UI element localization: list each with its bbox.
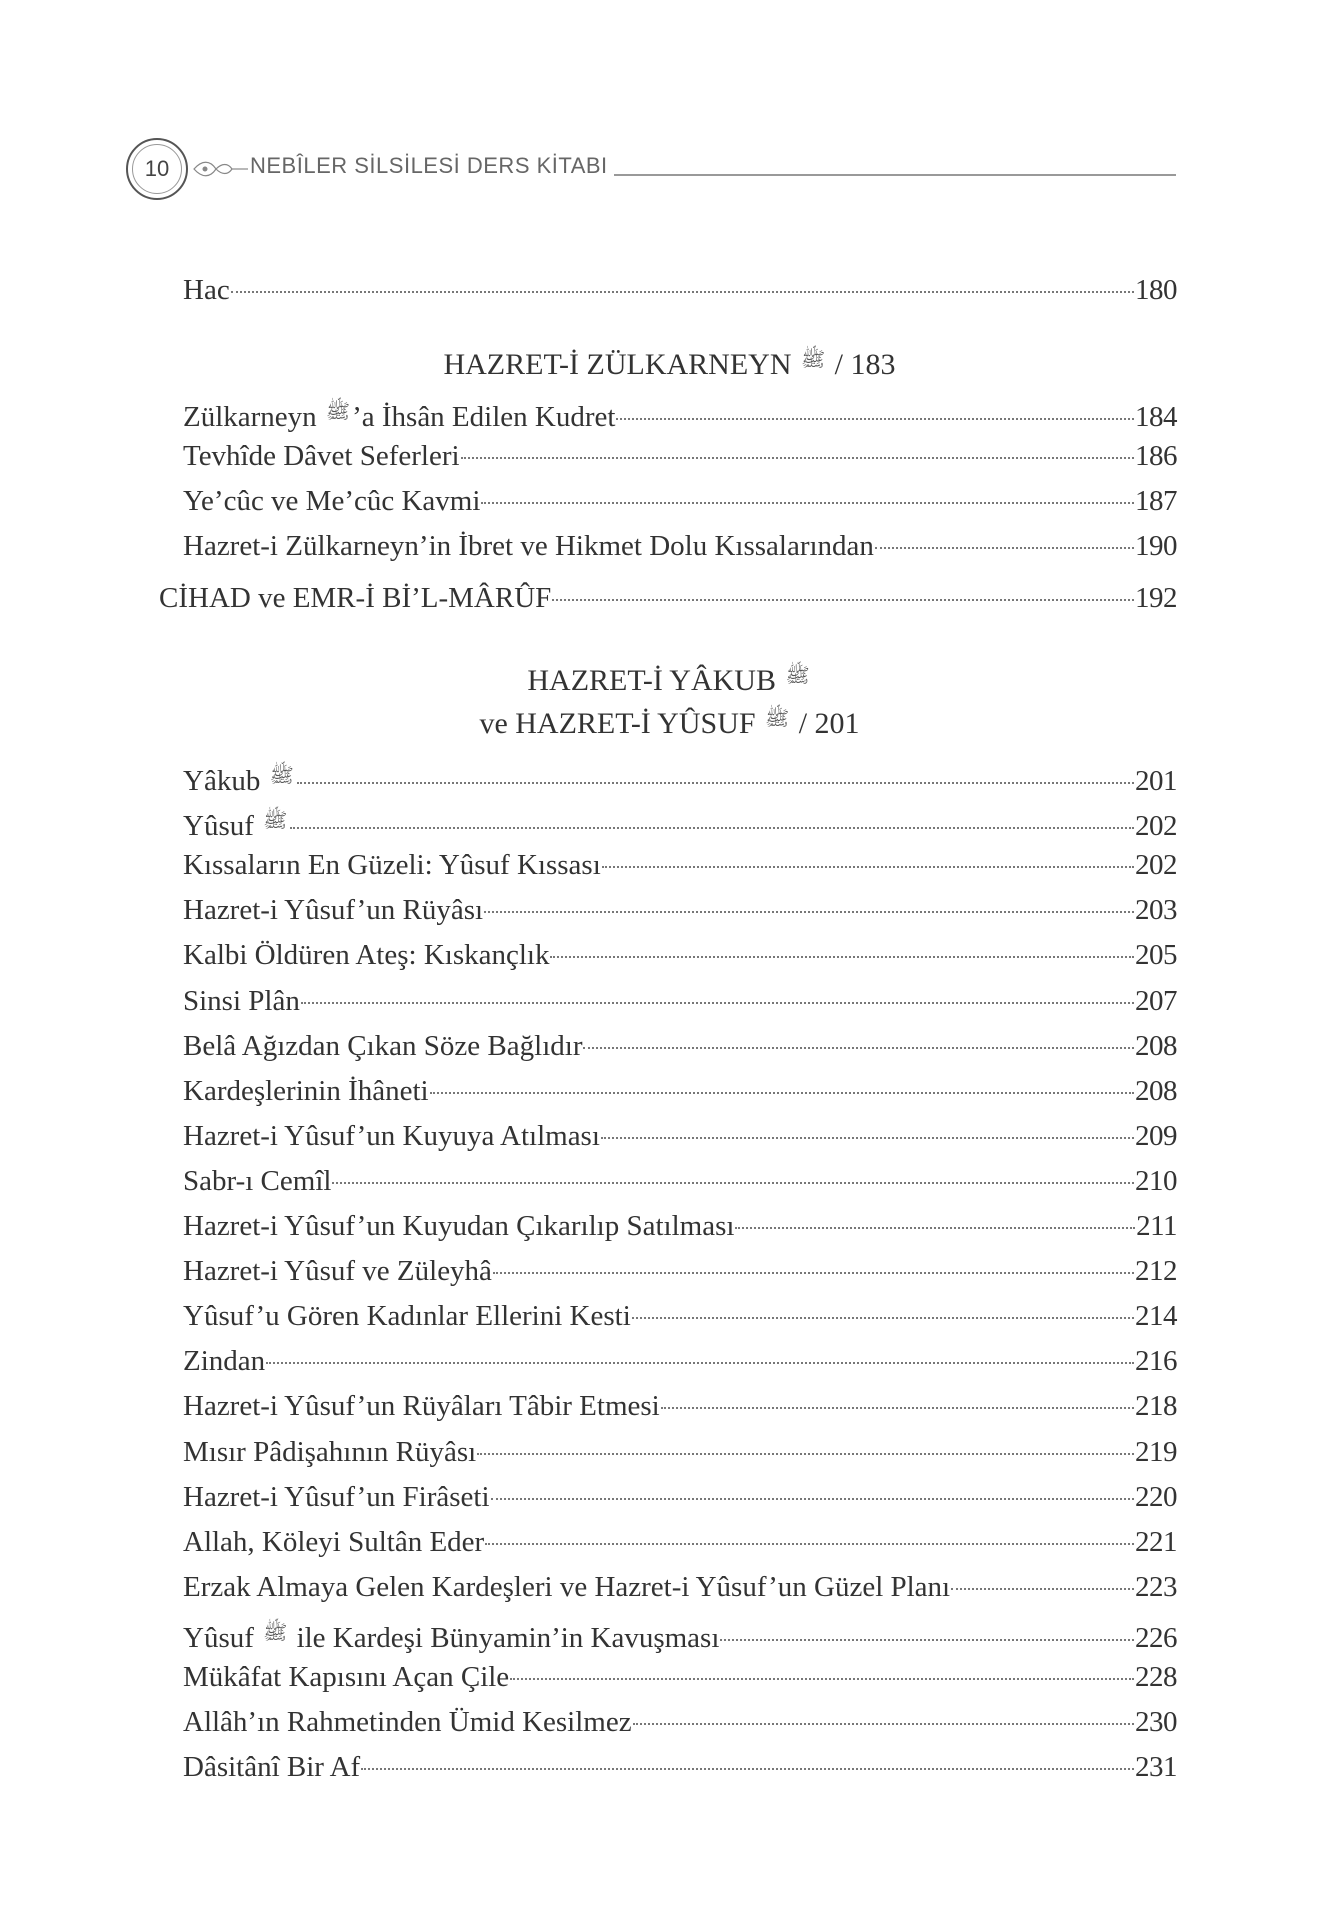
toc-entry-page: 207 [1135,984,1177,1017]
toc-entry-page: 211 [1136,1210,1177,1242]
page-number-badge [126,138,188,200]
toc-entry[interactable] [183,1028,1177,1064]
toc-entry-page: 184 [1135,401,1177,433]
running-header [126,138,1176,200]
floral-ornament-icon [192,158,248,180]
page-number: 10 [144,156,170,181]
dot-leader [951,1587,1134,1590]
toc-entry[interactable] [183,438,1177,474]
dot-leader [297,781,1134,784]
section-heading-title: ve HAZRET-İ YÛSUF [479,707,756,740]
toc-entry-title: Kalbi Öldüren Ateş: Kıskançlık [183,939,550,972]
toc-entry-title: Ye’cûc ve Me’cûc Kavmi [183,485,481,517]
toc-entry-page: 187 [1135,485,1177,517]
toc-entry-title: Mısır Pâdişahının Rüyâsı [183,1435,477,1468]
dot-leader [510,1677,1134,1680]
toc-entry[interactable] [183,1659,1177,1695]
toc-entry[interactable] [183,1298,1177,1334]
toc-entry[interactable] [183,528,1177,564]
dot-leader [493,1271,1134,1274]
toc-entry-title: Yûsuf ﷺ ile Kardeşi Bünyamin’in Kavuşması [183,1614,719,1656]
section-heading-title: HAZRET-İ ZÜLKARNEYN [443,348,792,381]
toc-entry-page: 202 [1135,810,1177,843]
section-heading [0,656,1339,700]
toc-entry[interactable] [183,983,1177,1019]
toc-entry-page: 202 [1135,849,1177,882]
honorific-icon: ﷺ [785,663,810,687]
dot-leader [550,955,1134,958]
toc-entry-title: Hazret-i Yûsuf ve Züleyhâ [183,1255,492,1288]
toc-entry[interactable] [183,393,1177,435]
toc-entry-page: 214 [1135,1300,1177,1333]
toc-entry-page: 210 [1135,1164,1177,1197]
toc-entry-title: Hazret-i Yûsuf’un Rüyâsı [183,894,484,927]
toc-entry-title: Hazret-i Yûsuf’un Firâseti [183,1480,490,1513]
toc-entry[interactable] [183,1749,1177,1785]
dot-leader [461,456,1134,459]
section-heading [0,340,1339,384]
toc-entry-title: Zülkarneyn ﷺ’a İhsân Edilen Kudret [183,393,615,435]
toc-entry[interactable] [183,1524,1177,1560]
dot-leader [583,1046,1134,1049]
toc-entry-page: 209 [1135,1119,1177,1152]
dot-leader [266,1361,1134,1364]
dot-leader [332,1181,1134,1184]
toc-entry-page: 223 [1135,1570,1177,1603]
toc-entry-title: Sabr-ı Cemîl [183,1164,332,1197]
dot-leader [720,1638,1134,1641]
section-heading-page: / 183 [834,348,896,381]
toc-entry-title: Hazret-i Yûsuf’un Kuyudan Çıkarılıp Satılması [183,1210,735,1242]
dot-leader [485,1542,1134,1545]
dot-leader [484,910,1134,913]
toc-entry[interactable] [183,1073,1177,1109]
toc-entry-page: 203 [1135,894,1177,927]
toc-entry[interactable] [183,1704,1177,1740]
toc-entry[interactable] [183,1479,1177,1515]
toc-entry-title: Hac [183,274,230,306]
toc-entry-page: 208 [1135,1029,1177,1062]
toc-entry-page: 230 [1135,1706,1177,1739]
toc-entry-page: 201 [1135,765,1177,797]
dot-leader [481,501,1134,504]
honorific-icon: ﷺ [765,706,790,730]
toc-entry[interactable] [183,1569,1177,1605]
toc-entry-title: Yâkub ﷺ [183,757,296,799]
toc-entry[interactable] [183,272,1177,308]
toc-entry[interactable] [183,1208,1177,1244]
dot-leader [661,1406,1134,1409]
toc-entry[interactable] [183,1163,1177,1199]
toc-entry-title: Kardeşlerinin İhâneti [183,1074,429,1107]
dot-leader [301,1001,1134,1004]
toc-entry-page: 212 [1135,1255,1177,1288]
section-heading-line2 [0,699,1339,743]
dot-leader [477,1452,1134,1455]
toc-entry[interactable] [183,483,1177,519]
dot-leader [290,826,1134,829]
dot-leader [601,1136,1134,1139]
dot-leader [231,290,1134,293]
toc-entry-page: 219 [1135,1435,1177,1468]
dot-leader [361,1767,1134,1770]
toc-entry-title: Allâh’ın Rahmetinden Ümid Kesilmez [183,1706,632,1739]
toc-entry-page: 220 [1135,1480,1177,1513]
honorific-icon: ﷺ [269,763,294,787]
toc-entry[interactable] [183,1434,1177,1470]
toc-entry[interactable] [183,1118,1177,1154]
toc-entry-title: Tevhîde Dâvet Seferleri [183,440,460,472]
section-heading-page: / 201 [798,707,860,740]
dot-leader [616,417,1134,420]
toc-entry-page: 226 [1135,1621,1177,1654]
toc-entry[interactable] [183,802,1177,844]
toc-entry[interactable] [183,1253,1177,1289]
dot-leader [430,1091,1134,1094]
toc-entry-title: Zindan [183,1345,266,1378]
header-rule [614,174,1176,176]
toc-entry-page: 180 [1135,274,1177,306]
toc-entry-title: Hazret-i Yûsuf’un Kuyuya Atılması [183,1119,600,1152]
section-heading-title: HAZRET-İ YÂKUB [527,664,776,697]
dot-leader [735,1226,1135,1229]
toc-entry-title: Erzak Almaya Gelen Kardeşleri ve Hazret-i Yûsuf’un Güzel Planı [183,1570,951,1603]
running-title: NEBÎLER SİLSİLESİ DERS KİTABI [250,153,608,178]
dot-leader [552,598,1134,601]
toc-entry-title: Kıssaların En Güzeli: Yûsuf Kıssası [183,849,601,882]
toc-entry-page: 231 [1135,1751,1177,1784]
toc-entry-title: Hazret-i Yûsuf’un Rüyâları Tâbir Etmesi [183,1390,660,1423]
toc-entry-page: 221 [1135,1525,1177,1558]
toc-entry-title: Yûsuf’u Gören Kadınlar Ellerini Kesti [183,1300,631,1333]
toc-entry-page: 218 [1135,1390,1177,1423]
toc-entry-title: Hazret-i Zülkarneyn’in İbret ve Hikmet Dolu Kıssalarından [183,530,874,562]
toc-entry-page: 228 [1135,1661,1177,1693]
toc-entry-page: 216 [1135,1345,1177,1378]
toc-entry[interactable] [183,847,1177,883]
toc-entry-title: Mükâfat Kapısını Açan Çile [183,1661,510,1693]
toc-entry[interactable] [183,892,1177,928]
dot-leader [633,1722,1134,1725]
toc-entry-title: Yûsuf ﷺ [183,802,289,844]
toc-entry[interactable] [183,937,1177,973]
dot-leader [491,1497,1134,1500]
toc-entry-page: 192 [1135,582,1177,614]
toc-entry-title: Allah, Köleyi Sultân Eder [183,1525,485,1558]
honorific-icon: ﷺ [325,399,351,423]
toc-entry-cihad[interactable] [159,580,1177,616]
toc-entry[interactable] [183,757,1177,799]
toc-entry-page: 186 [1135,440,1177,472]
honorific-icon: ﷺ [263,1619,288,1644]
toc-entry-page: 190 [1135,530,1177,562]
honorific-icon: ﷺ [801,347,826,371]
dot-leader [875,546,1134,549]
dot-leader [602,865,1134,868]
dot-leader [632,1316,1134,1319]
toc-entry-page: 208 [1135,1074,1177,1107]
toc-entry[interactable] [183,1343,1177,1379]
toc-entry[interactable] [183,1614,1177,1656]
toc-entry-title: CİHAD ve EMR-İ Bİ’L-MÂRÛF [159,582,552,614]
toc-entry-title: Dâsitânî Bir Af [183,1751,361,1784]
toc-entry-title: Sinsi Plân [183,984,300,1017]
toc-entry[interactable] [183,1388,1177,1424]
honorific-icon: ﷺ [263,808,288,833]
toc-entry-page: 205 [1135,939,1177,972]
toc-entry-title: Belâ Ağızdan Çıkan Söze Bağlıdır [183,1029,583,1062]
